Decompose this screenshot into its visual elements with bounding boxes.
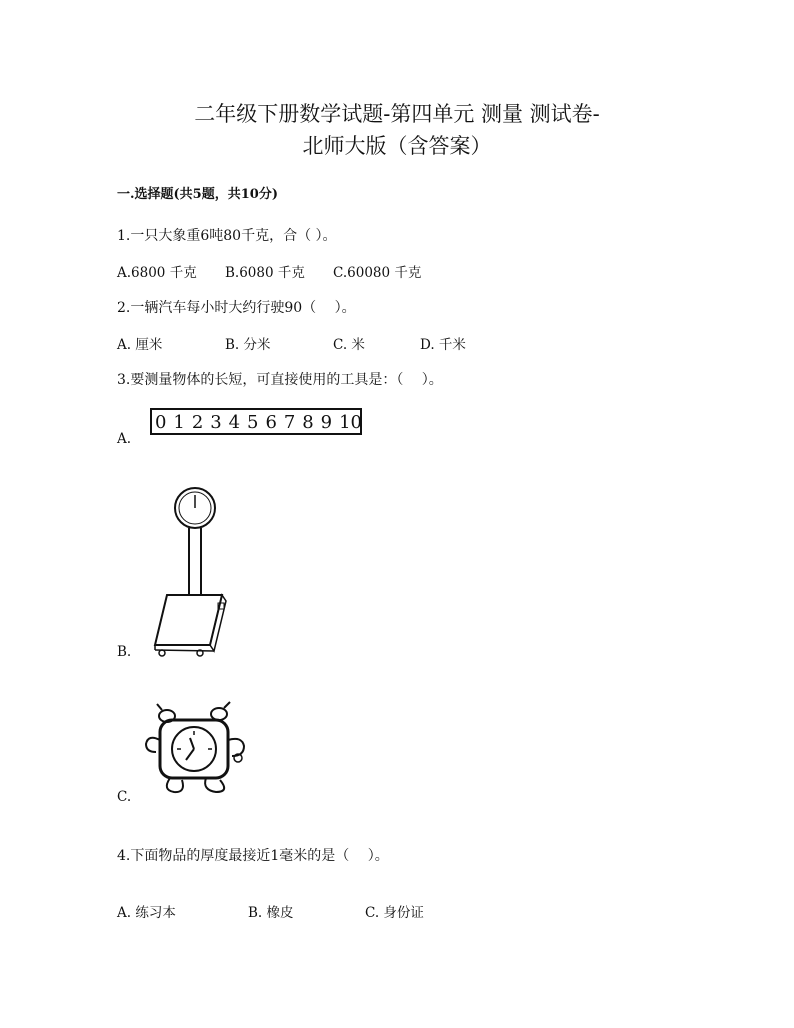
- page-title-line1: 二年级下册数学试题-第四单元 测量 测试卷-: [194, 102, 600, 126]
- question-2-option-d: D. 千米: [420, 337, 466, 353]
- question-2-option-a: A. 厘米: [117, 337, 163, 353]
- question-2-text: 2.一辆汽车每小时大约行驶90（ ）。: [117, 300, 356, 316]
- question-1-option-b: B.6080 千克: [225, 265, 305, 281]
- platform-scale-icon: [150, 483, 240, 658]
- alarm-clock-icon: [142, 700, 252, 800]
- question-4-option-a: A. 练习本: [117, 905, 176, 921]
- question-3-option-b: B.: [117, 644, 132, 660]
- ruler-digit: 0: [155, 412, 167, 433]
- ruler-digit: 4: [228, 412, 241, 433]
- ruler-digit: 5: [247, 412, 259, 433]
- ruler-digit: 3: [210, 412, 222, 433]
- question-3-option-a: A.: [117, 431, 132, 447]
- question-2-option-c: C. 米: [333, 337, 365, 353]
- question-2-option-b: B. 分米: [225, 337, 271, 353]
- question-4-text: 4.下面物品的厚度最接近1毫米的是（ ）。: [117, 848, 389, 864]
- section-heading: 一.选择题(共5题，共10分): [117, 187, 278, 202]
- page-title-line2: 北师大版（含答案）: [302, 134, 492, 158]
- ruler-digit: 10: [339, 412, 362, 433]
- question-4-option-c: C. 身份证: [365, 905, 424, 921]
- ruler-digit: 6: [265, 412, 277, 433]
- ruler-icon: [150, 408, 362, 435]
- ruler-digit: 9: [320, 412, 333, 433]
- question-4-option-b: B. 橡皮: [248, 905, 294, 921]
- ruler-digit: 7: [283, 412, 296, 433]
- ruler-digit: 2: [191, 412, 204, 433]
- question-3-option-c: C.: [117, 789, 132, 805]
- ruler-digit: 1: [173, 412, 185, 433]
- question-1-option-c: C.60080 千克: [333, 265, 422, 281]
- question-1-option-a: A.6800 千克: [117, 265, 197, 281]
- question-1-text: 1.一只大象重6吨80千克，合（ ）。: [117, 228, 337, 244]
- ruler-digit: 8: [302, 412, 314, 433]
- question-3-text: 3.要测量物体的长短，可直接使用的工具是：（ ）。: [117, 372, 443, 388]
